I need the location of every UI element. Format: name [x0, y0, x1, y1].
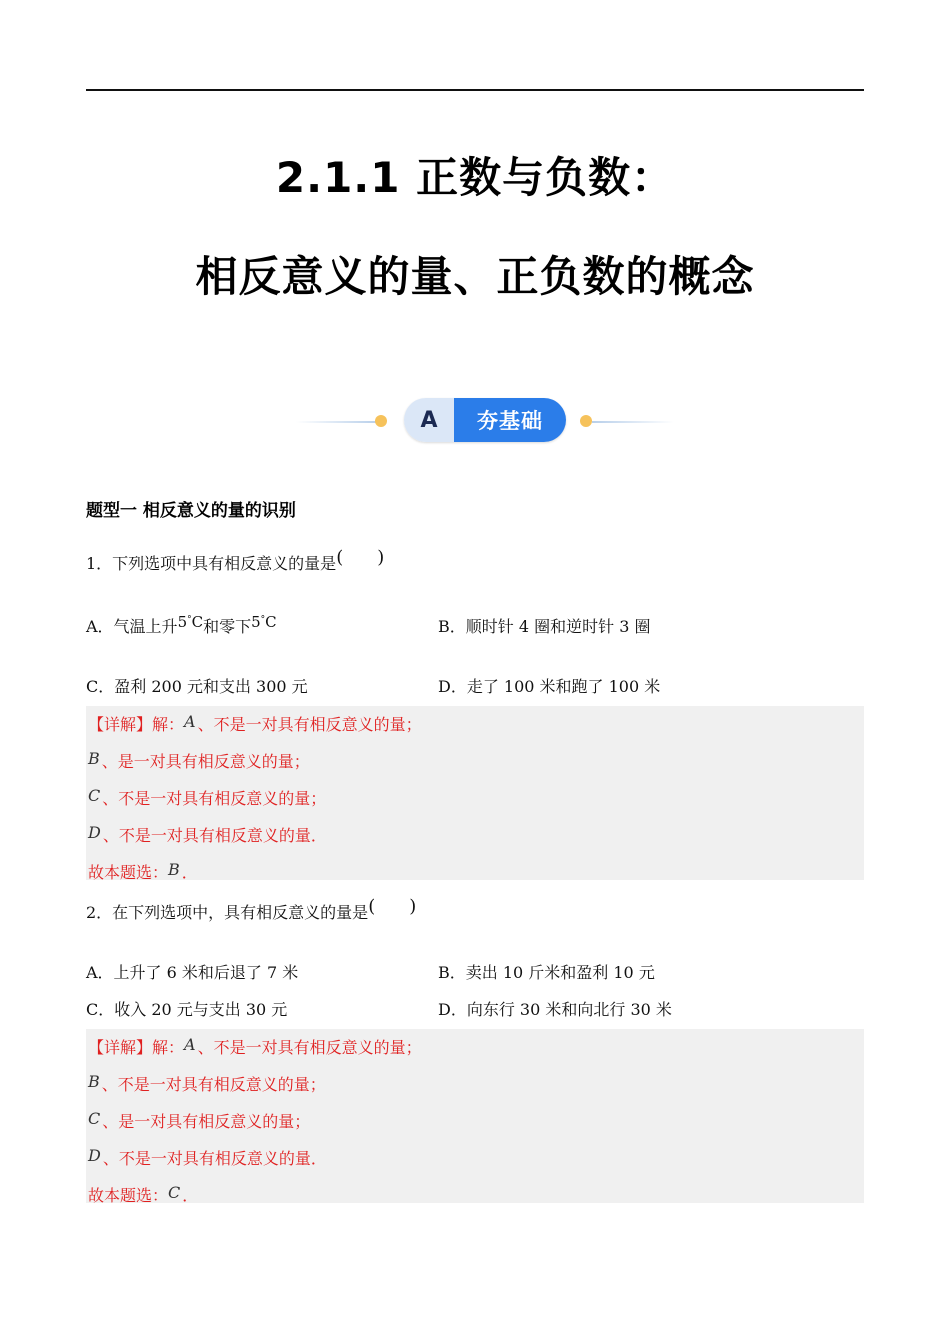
page-title: 2.1.1 正数与负数：	[275, 153, 675, 202]
question-1-stem	[86, 547, 385, 574]
answer-tag: 【详解】	[88, 1038, 153, 1057]
answer-text: 、不是一对具有相反意义的量．	[102, 1149, 327, 1168]
answer-1-conclusion	[88, 860, 198, 883]
banner-dot-right	[580, 415, 592, 427]
banner-line-left	[296, 421, 378, 423]
answer-text: 、不是一对具有相反意义的量；	[102, 789, 327, 808]
answer-2-box	[86, 1029, 864, 1203]
math-var: D	[88, 1146, 101, 1165]
answer-2-line-4	[88, 1146, 327, 1169]
banner-dot-left	[375, 415, 387, 427]
answer-text: 、是一对具有相反意义的量；	[101, 752, 310, 771]
answer-text: 、不是一对具有相反意义的量；	[101, 1075, 326, 1094]
math-var: A	[184, 1035, 196, 1054]
question-1-option-b: B．顺时针 4 圈和逆时针 3 圈	[438, 617, 651, 636]
temperature-value: 5	[177, 613, 188, 631]
math-var: B	[168, 860, 180, 879]
math-var: A	[184, 712, 196, 731]
answer-paren-close: )	[377, 547, 385, 568]
answer-1-line-3	[88, 786, 326, 809]
answer-paren-open: (	[336, 547, 344, 568]
question-1-option-d: D．走了 100 米和跑了 100 米	[438, 677, 661, 696]
answer-text: 、是一对具有相反意义的量；	[102, 1112, 311, 1131]
answer-text: 、不是一对具有相反意义的量．	[102, 826, 327, 845]
answer-1-line-2	[88, 749, 310, 772]
question-1-option-a	[86, 614, 277, 637]
option-a-mid: 和零下	[203, 617, 252, 636]
answer-paren-open: (	[368, 896, 376, 917]
header-rule	[86, 89, 864, 91]
answer-text: 、不是一对具有相反意义的量；	[197, 715, 422, 734]
degree-symbol: °	[187, 615, 192, 625]
question-2-option-c: C．收入 20 元与支出 30 元	[86, 1000, 288, 1019]
banner-line-right	[592, 421, 674, 423]
answer-1-line-4	[88, 823, 327, 846]
answer-2-conclusion	[88, 1183, 198, 1206]
level-label: 夯基础	[454, 398, 566, 442]
question-2-option-d: D．向东行 30 米和向北行 30 米	[438, 1000, 672, 1019]
answer-2-line-3	[88, 1109, 310, 1132]
math-var: B	[88, 749, 100, 768]
math-var: B	[88, 1072, 100, 1091]
celsius-unit: C	[191, 613, 204, 631]
answer-tag: 【详解】	[88, 715, 153, 734]
section-banner	[0, 396, 950, 448]
conclusion-end: ．	[181, 863, 198, 882]
answer-prefix: 解：	[152, 715, 185, 734]
degree-symbol: °	[260, 615, 266, 625]
question-2-option-b: B．卖出 10 斤米和盈利 10 元	[438, 963, 655, 982]
conclusion-end: ．	[182, 1186, 199, 1205]
page-subtitle: 相反意义的量、正负数的概念	[195, 252, 755, 301]
option-a-text: A．气温上升	[86, 617, 178, 636]
answer-1-line-1	[88, 712, 422, 735]
level-badge	[404, 398, 566, 442]
answer-2-line-1	[88, 1035, 422, 1058]
answer-2-line-2	[88, 1072, 326, 1095]
question-type-heading: 题型一 相反意义的量的识别	[86, 501, 296, 521]
level-letter: A	[404, 398, 454, 442]
math-var: D	[88, 823, 101, 842]
question-2-stem	[86, 896, 417, 923]
conclusion-prefix: 故本题选：	[88, 1186, 169, 1205]
question-2-text: 2．在下列选项中，具有相反意义的量是	[86, 903, 369, 922]
answer-text: 、不是一对具有相反意义的量；	[197, 1038, 422, 1057]
answer-1-box	[86, 706, 864, 880]
question-2-option-a: A．上升了 6 米和后退了 7 米	[86, 963, 299, 982]
question-1-option-c: C．盈利 200 元和支出 300 元	[86, 677, 308, 696]
answer-paren-close: )	[409, 896, 417, 917]
temperature-value: 5	[251, 613, 261, 631]
celsius-unit: C	[265, 613, 277, 631]
math-var: C	[168, 1183, 181, 1202]
question-1-text: 1．下列选项中具有相反意义的量是	[86, 554, 337, 573]
math-var: C	[88, 786, 101, 805]
math-var: C	[88, 1109, 101, 1128]
answer-prefix: 解：	[152, 1038, 185, 1057]
conclusion-prefix: 故本题选：	[88, 863, 169, 882]
